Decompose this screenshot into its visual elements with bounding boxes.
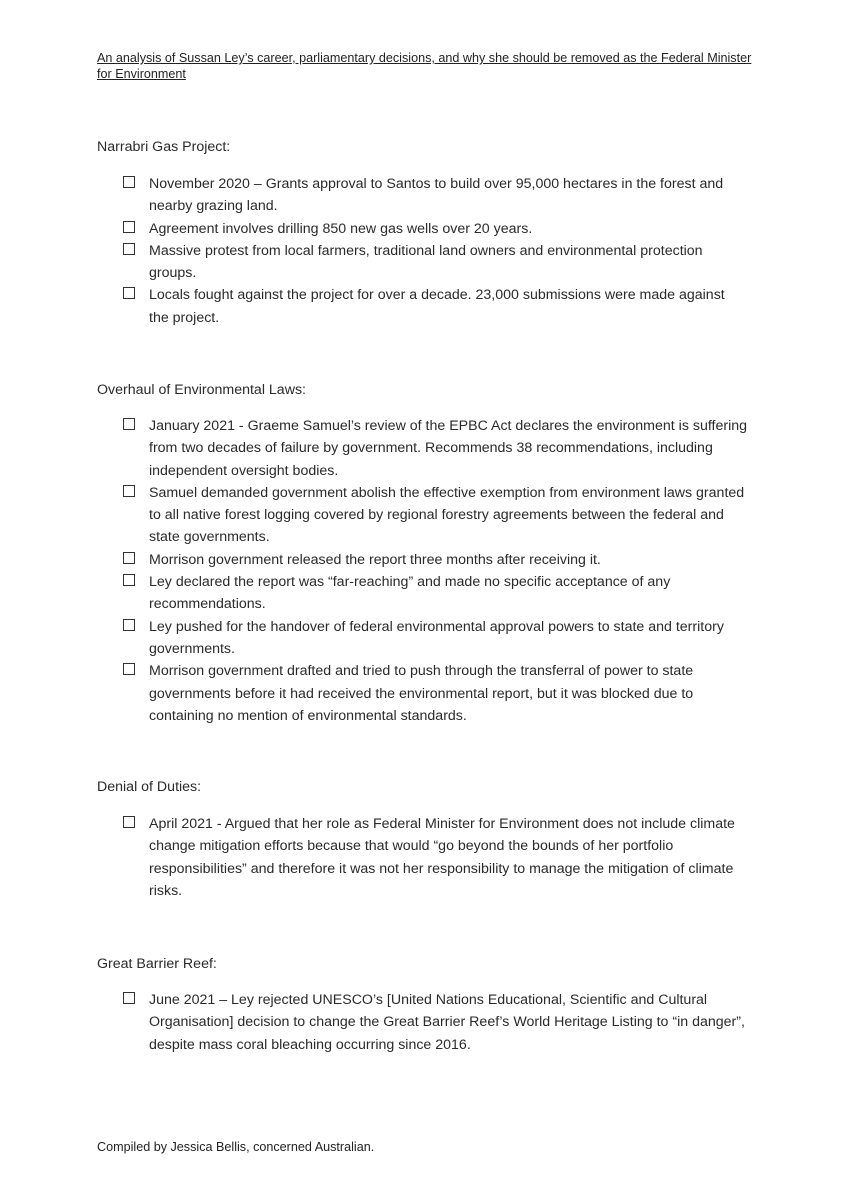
section-heading: Great Barrier Reef: <box>97 956 217 972</box>
list-item-text: Morrison government released the report three months after receiving it. <box>149 551 601 568</box>
list-item-text: Morrison government drafted and tried to push through the transferral of power to state governments before it had received the environmental report, but it was blocked due to containing no mention of environmental standards. <box>149 663 694 724</box>
checkbox[interactable] <box>123 287 135 299</box>
list-item-text: Massive protest from local farmers, traditional land owners and environmental protection groups. <box>149 242 703 282</box>
checklist <box>123 989 748 1056</box>
list-item-text: November 2020 – Grants approval to Santos to build over 95,000 hectares in the forest and nearby grazing land. <box>149 176 724 215</box>
list-item <box>123 173 748 218</box>
list-item <box>123 240 748 285</box>
list-item <box>123 549 748 571</box>
list-item-text: Locals fought against the project for over a decade. 23,000 submissions were made against the project. <box>149 287 725 326</box>
section-heading: Overhaul of Environmental Laws: <box>97 382 306 398</box>
checkbox[interactable] <box>123 574 135 586</box>
section-narrabri-gas-project <box>97 137 757 326</box>
checkbox[interactable] <box>123 619 135 631</box>
checkbox[interactable] <box>123 552 135 564</box>
list-item-text: Ley declared the report was “far-reaching” and made no specific acceptance of any recommendations. <box>149 574 671 613</box>
checkbox[interactable] <box>123 663 135 675</box>
list-item <box>123 482 748 549</box>
list-item <box>123 616 748 661</box>
section-heading: Denial of Duties: <box>97 779 202 795</box>
list-item-text: Ley pushed for the handover of federal environmental approval powers to state and territory governments. <box>149 618 724 657</box>
section-overhaul-environmental-laws <box>97 380 757 724</box>
list-item <box>123 284 748 329</box>
list-item-text: April 2021 - Argued that her role as Federal Minister for Environment does not include climate change mitigation efforts because that would “go beyond the bounds of her portfolio responsibilities” and therefore it was not her responsibility to manage the mitigation of climate risks. <box>149 816 735 899</box>
list-item-text: Agreement involves drilling 850 new gas wells over 20 years. <box>149 220 533 237</box>
list-item <box>123 813 748 902</box>
footer-credit: Compiled by Jessica Bellis, concerned Australian. <box>97 1140 375 1154</box>
checkbox[interactable] <box>123 485 135 497</box>
list-item-text: Samuel demanded government abolish the effective exemption from environment laws granted to all native forest logging covered by regional forestry agreements between the federal and state governments. <box>149 484 745 546</box>
section-great-barrier-reef <box>97 954 757 1053</box>
checkbox[interactable] <box>123 992 135 1004</box>
page-title: An analysis of Sussan Ley’s career, parliamentary decisions, and why she should be removed as the Federal Minister for Environment <box>97 51 752 81</box>
list-item <box>123 415 748 482</box>
list-item <box>123 218 748 240</box>
checkbox[interactable] <box>123 816 135 828</box>
section-denial-of-duties <box>97 777 757 899</box>
checklist <box>123 173 748 329</box>
list-item <box>123 989 748 1056</box>
checklist <box>123 415 748 727</box>
checklist <box>123 813 748 902</box>
list-item-text: June 2021 – Ley rejected UNESCO’s [United Nations Educational, Scientific and Cultural Organisation] decision to change the Great Barrier Reef’s World Heritage Listing to “in danger”, despite mass coral bleaching occurring since 2016. <box>149 992 745 1053</box>
checkbox[interactable] <box>123 418 135 430</box>
list-item-text: January 2021 - Graeme Samuel’s review of the EPBC Act declares the environment is suffering from two decades of failure by government. Recommends 38 recommendations, including independent oversight bodies. <box>149 418 748 479</box>
checkbox[interactable] <box>123 176 135 188</box>
list-item <box>123 571 748 616</box>
checkbox[interactable] <box>123 221 135 233</box>
section-heading: Narrabri Gas Project: <box>97 139 231 155</box>
checkbox[interactable] <box>123 243 135 255</box>
list-item <box>123 660 748 727</box>
